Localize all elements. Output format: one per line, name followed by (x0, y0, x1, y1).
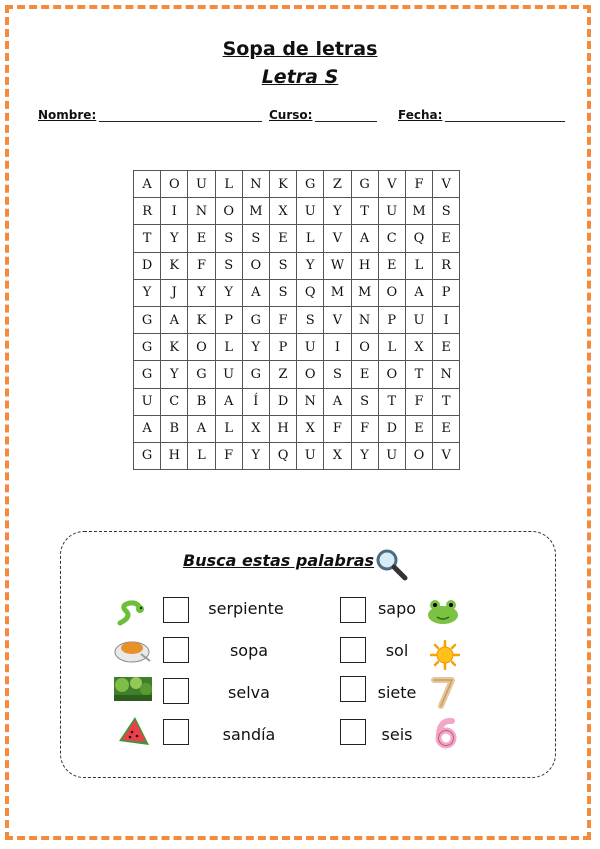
grid-cell[interactable]: P (269, 334, 296, 361)
grid-cell[interactable]: A (161, 306, 188, 333)
grid-cell[interactable]: U (297, 442, 324, 469)
checkbox-siete[interactable] (340, 676, 366, 702)
grid-cell[interactable]: Y (215, 279, 242, 306)
grid-cell[interactable]: A (405, 279, 432, 306)
grid-row (134, 388, 460, 415)
grid-cell[interactable]: P (215, 306, 242, 333)
soup-icon (113, 634, 151, 668)
grid-cell[interactable]: Z (269, 361, 296, 388)
grid-cell[interactable]: O (405, 442, 432, 469)
grid-cell[interactable]: A (351, 225, 378, 252)
word-siete: siete (377, 683, 417, 702)
grid-cell[interactable]: G (134, 306, 161, 333)
grid-row (134, 306, 460, 333)
grid-cell[interactable]: N (242, 171, 269, 198)
grid-cell[interactable]: W (324, 252, 351, 279)
grid-cell[interactable]: X (242, 415, 269, 442)
grid-cell[interactable]: C (161, 388, 188, 415)
grid-cell[interactable]: I (433, 306, 460, 333)
grid-cell[interactable]: M (242, 198, 269, 225)
grid-cell[interactable]: H (161, 442, 188, 469)
date-line (445, 109, 565, 122)
grid-cell[interactable]: S (324, 361, 351, 388)
grid-cell[interactable]: O (351, 334, 378, 361)
page-subtitle: Letra S (261, 66, 339, 88)
grid-cell[interactable]: K (161, 334, 188, 361)
grid-cell[interactable]: A (324, 388, 351, 415)
grid-row (134, 361, 460, 388)
grid-cell[interactable]: O (161, 171, 188, 198)
grid-cell[interactable]: N (188, 198, 215, 225)
grid-cell[interactable]: O (297, 361, 324, 388)
grid-cell[interactable]: A (215, 388, 242, 415)
course-field[interactable] (269, 108, 377, 122)
word-serpiente: serpiente (208, 599, 284, 618)
grid-cell[interactable]: T (351, 198, 378, 225)
grid-row (134, 252, 460, 279)
grid-cell[interactable]: D (269, 388, 296, 415)
grid-cell[interactable]: E (378, 252, 405, 279)
grid-cell[interactable]: E (188, 225, 215, 252)
number-six-icon (432, 716, 460, 754)
word-sandia: sandía (222, 725, 276, 744)
grid-cell[interactable]: Y (297, 252, 324, 279)
grid-cell[interactable]: M (351, 279, 378, 306)
grid-cell[interactable]: O (188, 334, 215, 361)
checkbox-sol[interactable] (340, 637, 366, 663)
grid-cell[interactable]: S (215, 225, 242, 252)
grid-cell[interactable]: S (433, 198, 460, 225)
grid-cell[interactable]: N (351, 306, 378, 333)
grid-cell[interactable]: N (433, 361, 460, 388)
grid-cell[interactable]: U (378, 198, 405, 225)
course-label: Curso: (269, 108, 313, 122)
grid-cell[interactable]: L (215, 415, 242, 442)
grid-cell[interactable]: F (405, 171, 432, 198)
grid-cell[interactable]: F (405, 388, 432, 415)
grid-cell[interactable]: L (297, 225, 324, 252)
jungle-icon (114, 677, 152, 705)
number-seven-icon (430, 675, 456, 713)
snake-icon (116, 597, 148, 631)
name-field[interactable] (38, 108, 262, 122)
grid-cell[interactable]: V (324, 225, 351, 252)
page-title: Sopa de letras (222, 38, 378, 60)
grid-cell[interactable]: P (378, 306, 405, 333)
grid-cell[interactable]: A (134, 415, 161, 442)
grid-cell[interactable]: T (433, 388, 460, 415)
grid-cell[interactable]: I (161, 198, 188, 225)
grid-cell[interactable]: L (215, 334, 242, 361)
grid-cell[interactable]: F (324, 415, 351, 442)
grid-cell[interactable]: Z (324, 171, 351, 198)
word-sopa: sopa (229, 641, 269, 660)
name-line (99, 109, 262, 122)
date-label: Fecha: (398, 108, 443, 122)
grid-cell[interactable]: R (134, 198, 161, 225)
grid-cell[interactable]: S (269, 252, 296, 279)
grid-row (134, 334, 460, 361)
grid-cell[interactable]: Q (269, 442, 296, 469)
grid-cell[interactable]: S (242, 225, 269, 252)
grid-cell[interactable]: V (433, 442, 460, 469)
grid-cell[interactable]: S (351, 388, 378, 415)
grid-row (134, 225, 460, 252)
word-seis: seis (381, 725, 413, 744)
word-selva: selva (228, 683, 270, 702)
grid-cell[interactable]: B (188, 388, 215, 415)
grid-cell[interactable]: Y (188, 279, 215, 306)
checkbox-sopa[interactable] (163, 637, 189, 663)
grid-cell[interactable]: U (297, 334, 324, 361)
grid-cell[interactable]: X (324, 442, 351, 469)
grid-cell[interactable]: V (378, 171, 405, 198)
grid-cell[interactable]: E (351, 361, 378, 388)
grid-cell[interactable]: F (269, 306, 296, 333)
grid-cell[interactable]: D (134, 252, 161, 279)
checkbox-seis[interactable] (340, 719, 366, 745)
grid-cell[interactable]: A (134, 171, 161, 198)
grid-cell[interactable]: I (324, 334, 351, 361)
grid-cell[interactable]: E (433, 225, 460, 252)
grid-cell[interactable]: S (215, 252, 242, 279)
grid-cell[interactable]: M (324, 279, 351, 306)
watermelon-icon (117, 715, 151, 751)
grid-cell[interactable]: F (215, 442, 242, 469)
grid-cell[interactable]: N (297, 388, 324, 415)
grid-cell[interactable]: C (378, 225, 405, 252)
grid-row (134, 442, 460, 469)
word-list-title: Busca estas palabras (183, 551, 375, 570)
grid-cell[interactable]: G (242, 361, 269, 388)
grid-cell[interactable]: T (378, 388, 405, 415)
grid-cell[interactable]: O (378, 361, 405, 388)
grid-cell[interactable]: X (297, 415, 324, 442)
grid-cell[interactable]: Í (242, 388, 269, 415)
grid-cell[interactable]: E (269, 225, 296, 252)
checkbox-sapo[interactable] (340, 597, 366, 623)
grid-cell[interactable]: E (433, 415, 460, 442)
grid-cell[interactable]: G (134, 442, 161, 469)
grid-cell[interactable]: U (134, 388, 161, 415)
grid-cell[interactable]: Y (242, 334, 269, 361)
grid-cell[interactable]: H (269, 415, 296, 442)
grid-cell[interactable]: O (242, 252, 269, 279)
grid-cell[interactable]: X (405, 334, 432, 361)
name-label: Nombre: (38, 108, 97, 122)
word-sol: sol (385, 641, 409, 660)
checkbox-selva[interactable] (163, 678, 189, 704)
grid-cell[interactable]: L (405, 252, 432, 279)
grid-cell[interactable]: U (378, 442, 405, 469)
grid-cell[interactable]: K (188, 306, 215, 333)
grid-cell[interactable]: U (215, 361, 242, 388)
grid-cell[interactable]: T (405, 361, 432, 388)
grid-cell[interactable]: G (188, 361, 215, 388)
grid-cell[interactable]: E (405, 415, 432, 442)
grid-cell[interactable]: L (215, 171, 242, 198)
grid-row (134, 415, 460, 442)
grid-cell[interactable]: S (297, 306, 324, 333)
grid-cell[interactable]: Y (161, 361, 188, 388)
grid-cell[interactable]: F (351, 415, 378, 442)
grid-cell[interactable]: H (351, 252, 378, 279)
grid-cell[interactable]: L (188, 442, 215, 469)
grid-cell[interactable]: G (134, 361, 161, 388)
checkbox-serpiente[interactable] (163, 597, 189, 623)
grid-cell[interactable]: B (161, 415, 188, 442)
grid-cell[interactable]: U (188, 171, 215, 198)
grid-cell[interactable]: R (433, 252, 460, 279)
frog-icon (425, 597, 461, 629)
word-search-grid (133, 170, 460, 470)
grid-row (134, 198, 460, 225)
grid-cell[interactable]: Y (161, 225, 188, 252)
grid-cell[interactable]: G (297, 171, 324, 198)
grid-cell[interactable]: J (161, 279, 188, 306)
word-sapo: sapo (377, 599, 417, 618)
checkbox-sandia[interactable] (163, 719, 189, 745)
grid-cell[interactable]: F (188, 252, 215, 279)
grid-cell[interactable]: K (161, 252, 188, 279)
grid-cell[interactable]: S (269, 279, 296, 306)
grid-cell[interactable]: Q (297, 279, 324, 306)
sun-icon (430, 640, 460, 674)
student-info-fields (0, 108, 600, 128)
grid-cell[interactable]: U (405, 306, 432, 333)
grid-cell[interactable]: U (297, 198, 324, 225)
grid-cell[interactable]: A (188, 415, 215, 442)
grid-cell[interactable]: P (433, 279, 460, 306)
grid-cell[interactable]: G (242, 306, 269, 333)
grid-cell[interactable]: A (242, 279, 269, 306)
grid-cell[interactable]: Y (324, 198, 351, 225)
grid-cell[interactable]: G (351, 171, 378, 198)
grid-cell[interactable]: Y (134, 279, 161, 306)
grid-cell[interactable]: O (378, 279, 405, 306)
grid-cell[interactable]: K (269, 171, 296, 198)
magnifier-icon (374, 547, 408, 585)
date-field[interactable] (398, 108, 565, 122)
grid-cell[interactable]: D (378, 415, 405, 442)
grid-cell[interactable]: L (378, 334, 405, 361)
grid-cell[interactable]: G (134, 334, 161, 361)
course-line (315, 109, 377, 122)
grid-cell[interactable]: T (134, 225, 161, 252)
grid-cell[interactable]: M (405, 198, 432, 225)
grid-row (134, 279, 460, 306)
grid-cell[interactable]: V (433, 171, 460, 198)
grid-row (134, 171, 460, 198)
grid-cell[interactable]: O (215, 198, 242, 225)
grid-cell[interactable]: Y (242, 442, 269, 469)
grid-cell[interactable]: Y (351, 442, 378, 469)
grid-cell[interactable]: V (324, 306, 351, 333)
grid-cell[interactable]: Q (405, 225, 432, 252)
grid-cell[interactable]: X (269, 198, 296, 225)
grid-cell[interactable]: E (433, 334, 460, 361)
